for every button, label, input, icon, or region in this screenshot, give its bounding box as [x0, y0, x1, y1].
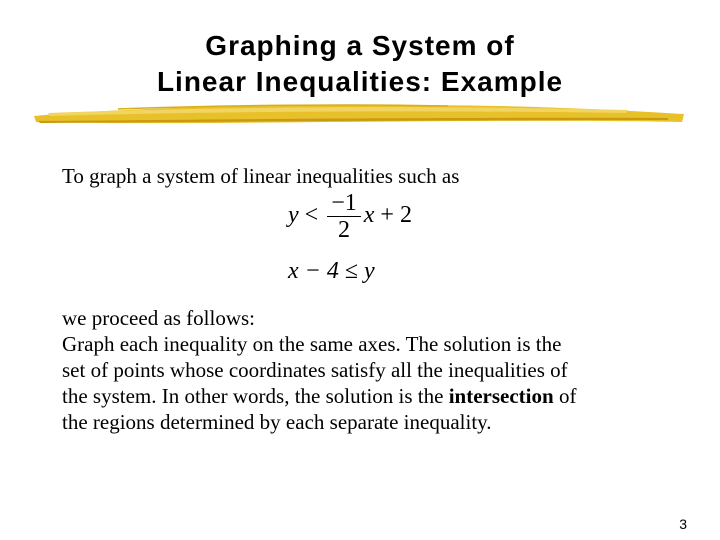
intersection-term: intersection — [448, 384, 554, 408]
body-line-1: we proceed as follows: — [62, 306, 256, 330]
body-line-4-pre: the system. In other words, the solution is the — [62, 384, 444, 408]
body-line-4 — [62, 383, 662, 409]
title-underline-brush — [28, 100, 688, 130]
ineq1-relation: < — [304, 202, 319, 229]
ineq2-rhs: y — [364, 258, 375, 284]
slide-title — [0, 28, 720, 100]
intro-text: To graph a system of linear inequalities such as — [62, 164, 460, 188]
ineq1-denominator: 2 — [337, 217, 350, 243]
body-line-2: Graph each inequality on the same axes. The solution is the — [62, 332, 562, 356]
ineq1-variable: x — [363, 202, 375, 229]
title-line-2: Linear Inequalities: Example — [156, 66, 564, 97]
page-number: 3 — [679, 516, 687, 532]
ineq2-lhs: x − 4 — [288, 258, 339, 284]
body-line-5: the regions determined by each separate inequality. — [62, 410, 492, 434]
ineq2-relation: ≤ — [344, 258, 359, 284]
ineq1-constant: + 2 — [380, 202, 412, 229]
inequality-1 — [288, 190, 412, 243]
body-line-3: set of points whose coordinates satisfy all the inequalities of — [62, 358, 568, 382]
title-line-1: Graphing a System of — [205, 30, 515, 61]
ineq1-fraction — [327, 190, 361, 243]
body-line-4-post: of — [558, 384, 577, 408]
ineq1-lhs: y — [288, 202, 299, 229]
inequality-2 — [288, 258, 375, 285]
ineq1-numerator: −1 — [331, 190, 357, 216]
body-text — [62, 305, 662, 435]
